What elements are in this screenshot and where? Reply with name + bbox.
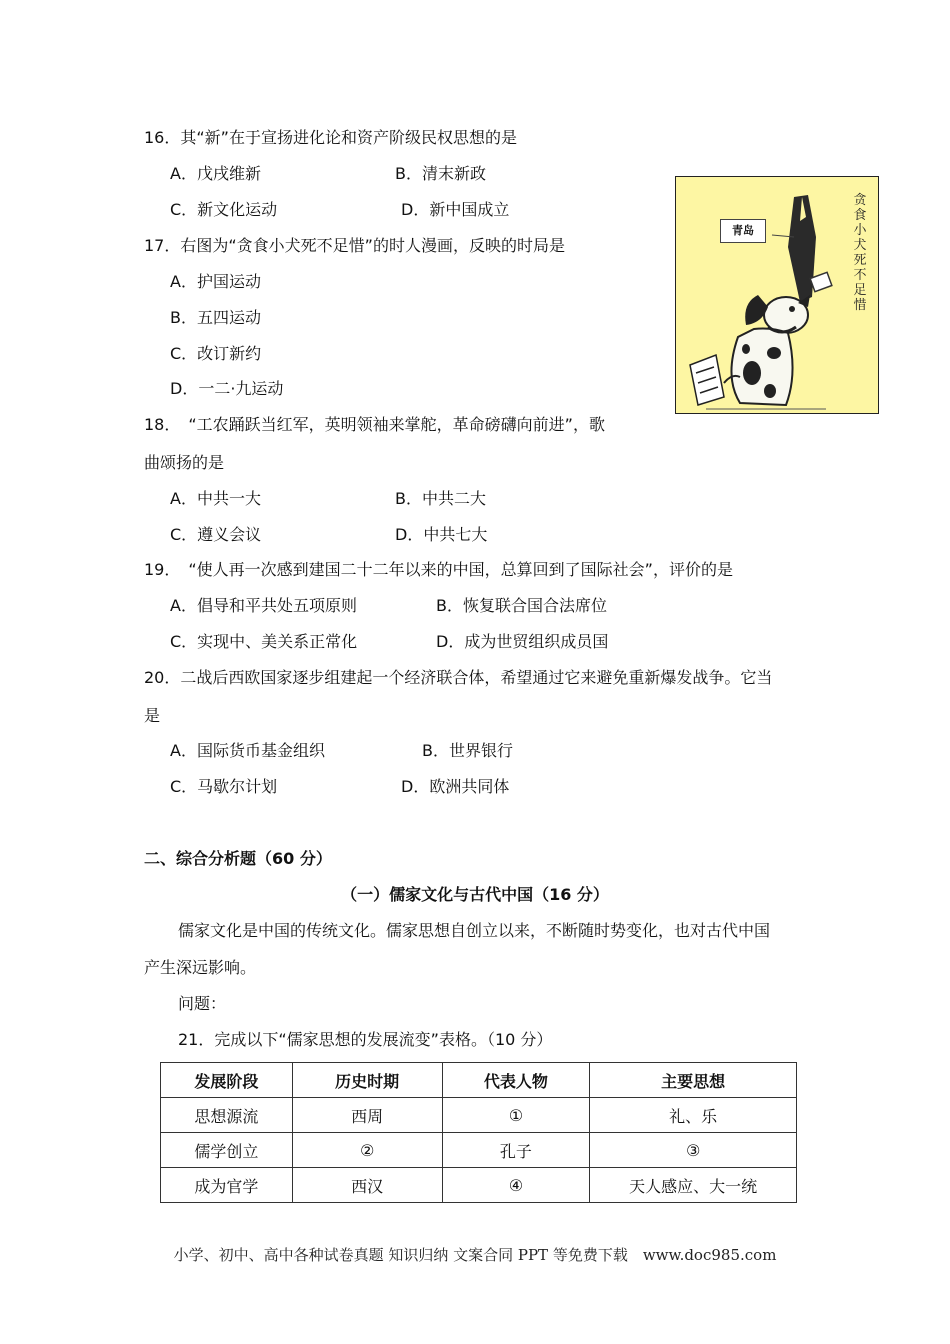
q19-stem: 19． “使人再一次感到建国二十二年以来的中国，总算回到了国际社会”，评价的是 [144, 560, 733, 579]
q17-option-a: A．护国运动 [170, 272, 261, 291]
q17-option-b: B．五四运动 [170, 308, 261, 327]
q18-option-a: A．中共一大 [170, 489, 261, 508]
q18-option-b: B．中共二大 [395, 489, 486, 508]
table-cell: 西周 [292, 1098, 442, 1133]
table-cell: 思想源流 [161, 1098, 293, 1133]
table-cell: 礼、乐 [590, 1098, 797, 1133]
q19-option-d: D．成为世贸组织成员国 [436, 632, 609, 651]
table-cell: 孔子 [442, 1133, 590, 1168]
q16-option-d: D．新中国成立 [401, 200, 510, 219]
q19-option-c: C．实现中、美关系正常化 [170, 632, 358, 651]
cartoon-label-qingdao: 青岛 [720, 219, 766, 243]
table-row [161, 1133, 797, 1168]
q17-option-d: D．一二·九运动 [170, 379, 284, 398]
q16-option-a: A．戊戌维新 [170, 164, 261, 183]
q20-option-c: C．马歇尔计划 [170, 777, 278, 796]
q18-option-d: D．中共七大 [395, 525, 488, 544]
table-cell: 成为官学 [161, 1168, 293, 1203]
q18-stem-line1: 18． “工农踊跃当红军，英明领袖来掌舵，革命磅礴向前进”，歌 [144, 415, 605, 434]
table-header-cell: 代表人物 [442, 1063, 590, 1098]
table-header-cell: 主要思想 [590, 1063, 797, 1098]
table-cell: 西汉 [292, 1168, 442, 1203]
table-row [161, 1168, 797, 1203]
table-cell: ② [292, 1133, 442, 1168]
table-row [161, 1098, 797, 1133]
question-label: 问题： [178, 994, 227, 1013]
q20-option-d: D．欧洲共同体 [401, 777, 510, 796]
q21-stem: 21．完成以下“儒家思想的发展流变”表格。（10 分） [178, 1030, 553, 1049]
q20-stem-line2: 是 [144, 706, 161, 725]
table-cell: ③ [590, 1133, 797, 1168]
q17-stem: 17．右图为“贪食小犬死不足惜”的时人漫画，反映的时局是 [144, 236, 565, 255]
q20-option-b: B．世界银行 [422, 741, 513, 760]
table-header-row [161, 1063, 797, 1098]
table-header-cell: 历史时期 [292, 1063, 442, 1098]
q19-option-a: A．倡导和平共处五项原则 [170, 596, 357, 615]
table-cell: ① [442, 1098, 590, 1133]
section2-subtitle: （一）儒家文化与古代中国（16 分） [341, 885, 609, 904]
table-cell: ④ [442, 1168, 590, 1203]
section2-paragraph-line2: 产生深远影响。 [144, 958, 257, 977]
q18-stem-line2: 曲颂扬的是 [144, 453, 225, 472]
table-cell: 天人感应、大一统 [590, 1168, 797, 1203]
q16-option-b: B．清末新政 [395, 164, 486, 183]
section2-title: 二、综合分析题（60 分） [144, 849, 332, 868]
q19-option-b: B．恢复联合国合法席位 [436, 596, 607, 615]
confucianism-table [160, 1062, 797, 1203]
q16-option-c: C．新文化运动 [170, 200, 278, 219]
table-cell: 儒学创立 [161, 1133, 293, 1168]
page-footer: 小学、初中、高中各种试卷真题 知识归纳 文案合同 PPT 等免费下载 www.doc985.com [173, 1246, 777, 1264]
q20-option-a: A．国际货币基金组织 [170, 741, 325, 760]
q16-stem: 16．其“新”在于宣扬进化论和资产阶级民权思想的是 [144, 128, 517, 147]
q20-stem-line1: 20．二战后西欧国家逐步组建起一个经济联合体，希望通过它来避免重新爆发战争。它当 [144, 668, 773, 687]
table-header-cell: 发展阶段 [161, 1063, 293, 1098]
cartoon-vertical-caption: 贪食小犬死不足惜 [853, 193, 867, 313]
cartoon-drawing [676, 177, 880, 415]
q18-option-c: C．遵义会议 [170, 525, 262, 544]
section2-paragraph-line1: 儒家文化是中国的传统文化。儒家思想自创立以来，不断随时势变化，也对古代中国 [178, 921, 771, 940]
q17-option-c: C．改订新约 [170, 344, 262, 363]
political-cartoon [675, 176, 879, 414]
